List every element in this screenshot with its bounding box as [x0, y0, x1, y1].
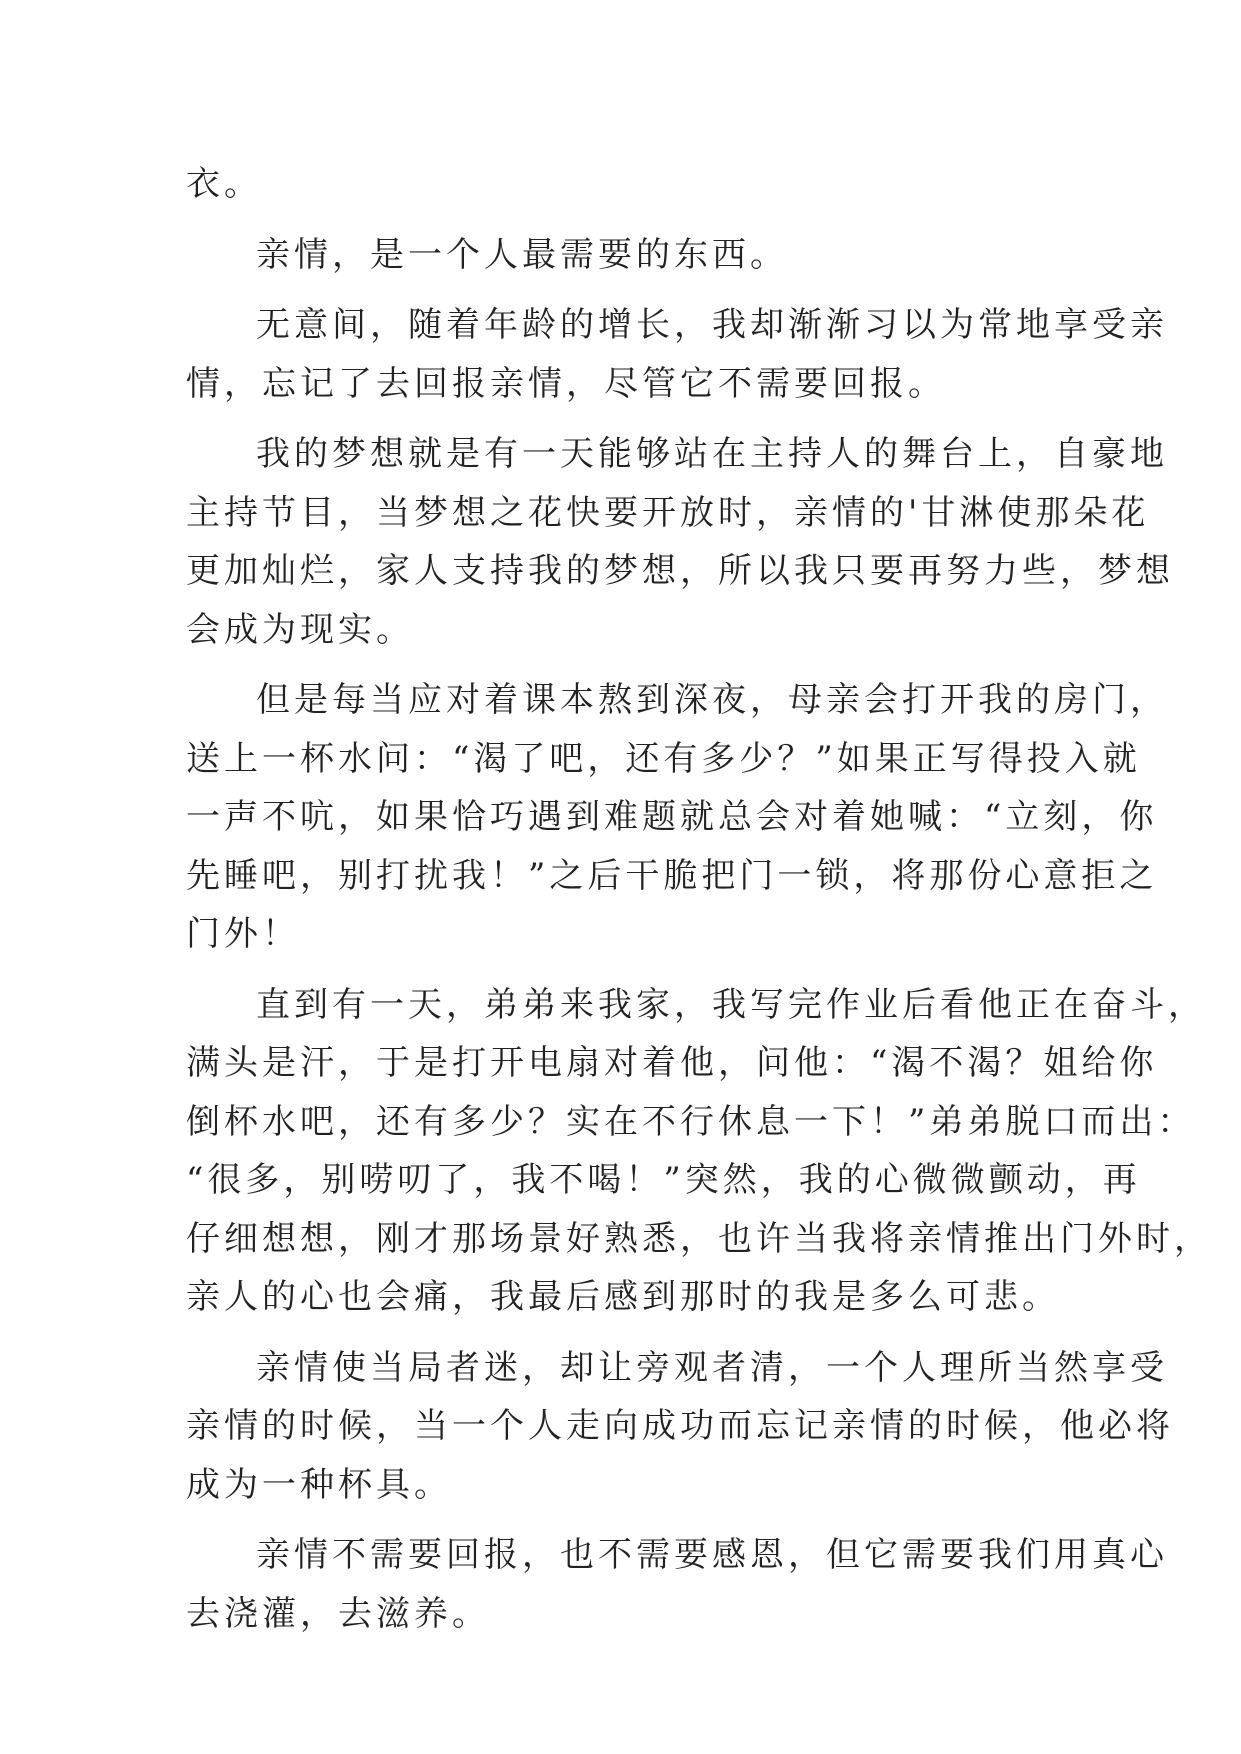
paragraph-line: 亲情使当局者迷，却让旁观者清，一个人理所当然享受: [256, 1347, 1168, 1388]
text-line: 满头是汗，于是打开电扇对着他，问他：“渴不渴？姐给你: [186, 1043, 1158, 1083]
text-line: 门外！: [186, 914, 300, 954]
text-line: 成为一种杯具。: [186, 1464, 452, 1505]
text-line: 衣。: [186, 164, 262, 204]
text-line: 去浇灌，去滋养。: [186, 1593, 490, 1634]
paragraph-line: 亲情不需要回报，也不需要感恩，但它需要我们用真心: [256, 1535, 1168, 1575]
text-line: 更加灿烂，家人支持我的梦想，所以我只要再努力些，梦想: [186, 551, 1174, 591]
text-line: 倒杯水吧，还有多少？实在不行休息一下！”弟弟脱口而出：: [186, 1101, 1196, 1142]
paragraph-line: 我的梦想就是有一天能够站在主持人的舞台上，自豪地: [256, 434, 1168, 474]
text-line: 先睡吧，别打扰我！”之后干脆把门一锁，将那份心意拒之: [186, 855, 1158, 896]
text-line: 情，忘记了去回报亲情，尽管它不需要回报。: [186, 363, 946, 404]
text-line: 仔细想想，刚才那场景好熟悉，也许当我将亲情推出门外时，: [186, 1218, 1212, 1259]
paragraph-line: 直到有一天，弟弟来我家，我写完作业后看他正在奋斗，: [256, 984, 1206, 1025]
paragraph-line: 亲情，是一个人最需要的东西。: [256, 234, 788, 275]
article-body: [186, 155, 1212, 1643]
paragraph-line: 无意间，随着年龄的增长，我却渐渐习以为常地享受亲: [256, 305, 1168, 345]
text-line: “很多，别唠叨了，我不喝！”突然，我的心微微颤动，再: [186, 1160, 1141, 1200]
text-line: 亲情的时候，当一个人走向成功而忘记亲情的时候，他必将: [186, 1406, 1174, 1446]
paragraph-line: 但是每当应对着课本熬到深夜，母亲会打开我的房门，: [256, 680, 1168, 720]
text-line: 会成为现实。: [186, 609, 414, 650]
text-line: 亲人的心也会痛，我最后感到那时的我是多么可悲。: [186, 1277, 1060, 1317]
text-line: 一声不吭，如果恰巧遇到难题就总会对着她喊：“立刻，你: [186, 797, 1158, 837]
text-line: 送上一杯水问：“渴了吧，还有多少？”如果正写得投入就: [186, 738, 1141, 779]
text-line: 主持节目，当梦想之花快要开放时，亲情的'甘淋使那朵花: [186, 492, 1150, 533]
